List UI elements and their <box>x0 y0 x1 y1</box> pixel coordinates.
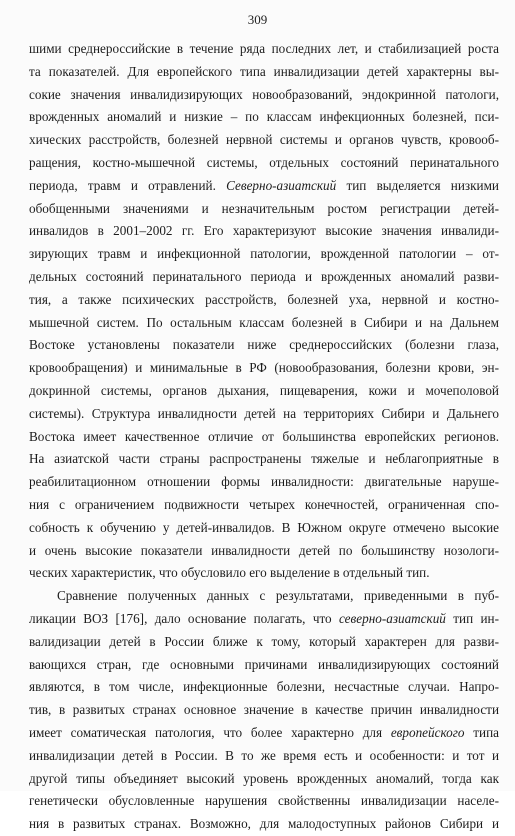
italic-term: европейского <box>390 724 465 740</box>
text-line <box>29 84 499 107</box>
text-line <box>29 312 499 335</box>
text-run: и очень высокие показатели инвалидности детей по большинству нозологи- <box>29 542 499 558</box>
text-run: тия, а также психических расстройств, болезней уха, нервной и костно- <box>29 291 499 307</box>
text-line <box>29 38 499 61</box>
body-text <box>29 38 499 836</box>
text-run: инвалидов в 2001–2002 гг. Его характеризуют высокие значения инвалиди- <box>29 223 499 239</box>
text-line <box>29 380 499 403</box>
text-run: Сравнение полученных данных с результатами, приведенными в пуб- <box>57 588 499 604</box>
text-line <box>29 426 499 449</box>
text-run: ликации ВОЗ [176], дало основание полагать, что <box>29 610 339 626</box>
text-run: На азиатской части страны распространены тяжелые и неблагоприятные в <box>29 451 499 467</box>
text-run: системы). Структура инвалидности детей на территориях Сибири и Дальнего <box>29 405 499 421</box>
text-run: ния в развитых странах. Возможно, для малодоступных районов Сибири и <box>29 816 499 832</box>
text-run: являются, в том числе, инфекционные болезни, несчастные случаи. Напро- <box>29 679 499 695</box>
text-run: периода, травм и отравлений. <box>29 177 227 193</box>
text-run: шими среднероссийские в течение ряда последних лет, и стабилизацией роста <box>29 41 499 56</box>
text-line <box>29 289 499 312</box>
text-line <box>29 585 499 608</box>
text-run: докринной системы, органов дыхания, пищеварения, кожи и мочеполовой <box>29 382 499 398</box>
text-line <box>29 790 499 813</box>
text-run: зирующих травм и инфекционной патологии, врожденной патологии – от- <box>29 246 499 262</box>
text-run: типа <box>464 724 499 740</box>
text-line <box>29 768 499 791</box>
italic-term: Северно-азиатский <box>226 177 337 193</box>
text-line <box>29 654 499 677</box>
text-line <box>29 745 499 768</box>
text-run: инвалидизации детей в России. В то же время есть и особенности: и тот и <box>29 747 499 763</box>
text-line <box>29 540 499 563</box>
text-run: та показателей. Для европейского типа инвалидизации детей характерны вы- <box>29 63 499 79</box>
text-line <box>29 608 499 631</box>
text-run: ния с ограничением подвижности четырех конечностей, ограниченная спо- <box>29 496 499 512</box>
text-line <box>29 403 499 426</box>
text-run: хических расстройств, болезней нервной системы и органов чувств, кровооб- <box>29 132 499 148</box>
text-line <box>29 198 499 221</box>
text-line <box>29 357 499 380</box>
text-run: мышечной систем. По остальным классам болезней в Сибири и на Дальнем <box>29 314 499 330</box>
text-run: реабилитационном отношении формы инвалидности: двигательные наруше- <box>29 474 499 490</box>
text-run: другой типы объединяет высокий уровень врожденных аномалий, тогда как <box>29 770 499 786</box>
text-line <box>29 106 499 129</box>
text-run: обобщенными значениями и незначительным ростом регистрации детей- <box>29 200 499 216</box>
text-line <box>29 517 499 540</box>
text-line <box>29 334 499 357</box>
text-line <box>29 676 499 699</box>
text-run: имеет соматическая патология, что более характерно для <box>29 724 391 740</box>
text-line <box>29 631 499 654</box>
text-line <box>29 448 499 471</box>
text-line <box>29 471 499 494</box>
text-run: валидизации детей в России ближе к тому, который характерен для разви- <box>29 633 499 649</box>
text-run: врожденных аномалий и низкие – по классам инфекционных болезней, пси- <box>29 109 499 125</box>
text-run: тив, в развитых странах основное значение в качестве причин инвалидности <box>29 702 499 718</box>
text-line <box>29 699 499 722</box>
text-run: генетически обусловленные нарушения свойственны инвалидизации населе- <box>29 793 499 809</box>
text-run: тип ин- <box>445 610 499 626</box>
text-run: дельных состояний перинатального периода и врожденных аномалий разви- <box>29 268 499 284</box>
text-line <box>29 562 499 585</box>
text-run: сокие значения инвалидизирующих новообразований, эндокринной патологи, <box>29 86 499 102</box>
text-run: Востоке установлены показатели ниже среднероссийских (болезни глаза, <box>29 337 499 353</box>
text-line <box>29 813 499 836</box>
text-line <box>29 243 499 266</box>
text-line <box>29 266 499 289</box>
text-run: ращения, костно-мышечной системы, отдельных состояний перинатального <box>29 154 499 170</box>
text-run: вающихся стран, где основными причинами инвалидизирующих состояний <box>29 656 499 672</box>
text-run: Востока имеет качественное отличие от большинства европейских регионов. <box>29 428 499 444</box>
text-run: собность к обучению у детей-инвалидов. В Южном округе отмечено высокие <box>29 519 499 535</box>
text-run: тип выделяется низкими <box>336 177 499 193</box>
text-line <box>29 494 499 517</box>
italic-term: северно-азиатский <box>339 610 446 626</box>
text-line <box>29 220 499 243</box>
page-number: 309 <box>247 12 268 27</box>
text-line <box>29 152 499 175</box>
text-run: кровообращения) и минимальные в РФ (новообразования, болезни крови, эн- <box>29 360 499 376</box>
text-line <box>29 61 499 84</box>
text-line <box>29 129 499 152</box>
text-line <box>29 175 499 198</box>
text-run: ческих характеристик, что обусловило его выделение в отдельный тип. <box>29 565 430 581</box>
text-line <box>29 722 499 745</box>
